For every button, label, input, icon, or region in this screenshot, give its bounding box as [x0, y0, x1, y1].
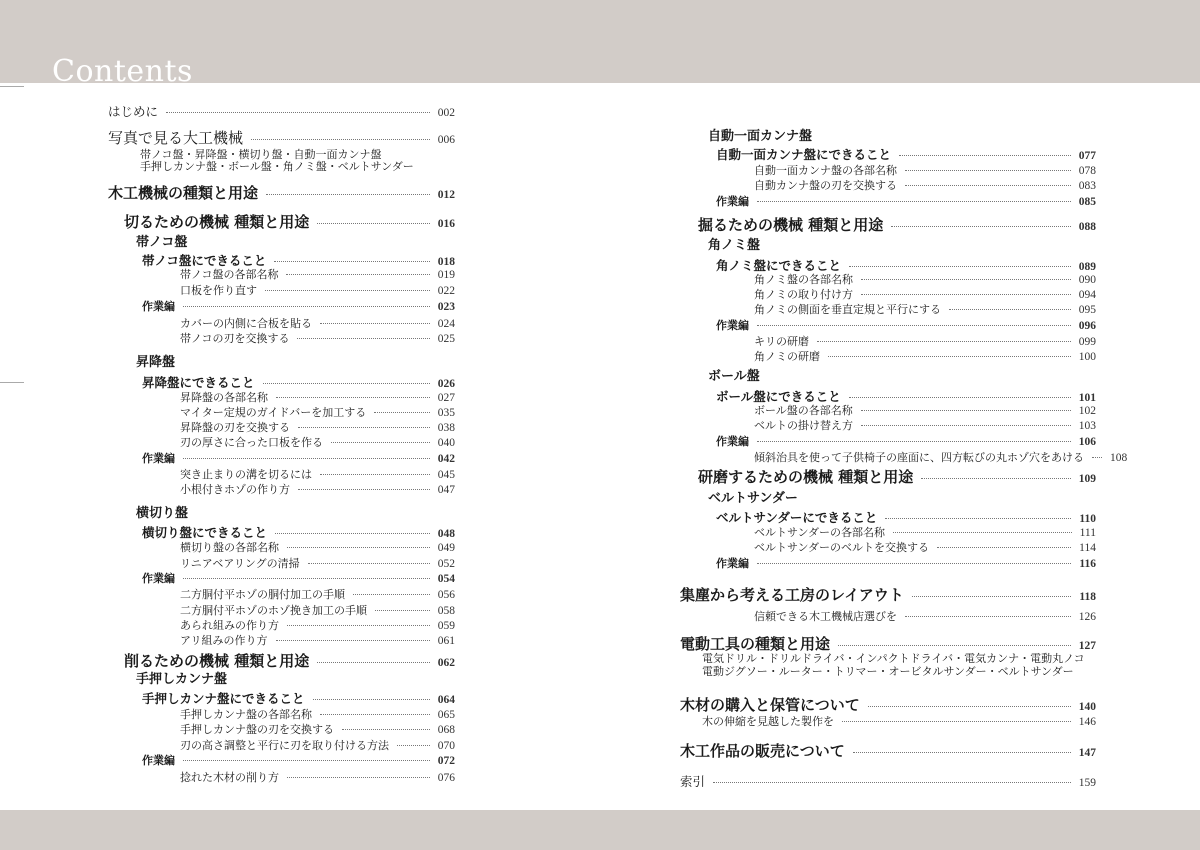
- toc-entry: [142, 752, 455, 768]
- toc-entry-label: リニアベアリングの清掃: [180, 557, 300, 570]
- toc-entry: [708, 365, 760, 384]
- toc-page-number: 064: [437, 694, 455, 706]
- toc-entry: [180, 282, 455, 298]
- toc-entry: [716, 433, 1096, 449]
- toc-page-number: 047: [437, 484, 455, 496]
- dot-leader: [861, 410, 1071, 411]
- toc-page-number: 108: [1110, 452, 1128, 464]
- dot-leader: [905, 616, 1071, 617]
- toc-entry-label: ベルトサンダーの各部名称: [754, 526, 886, 539]
- toc-entry: [108, 127, 455, 148]
- toc-entry: [180, 555, 455, 571]
- dot-leader: [885, 518, 1071, 519]
- toc-entry-label: 昇降盤の各部名称: [180, 391, 268, 404]
- dot-leader: [912, 596, 1072, 597]
- toc-entry: [180, 266, 455, 282]
- toc-entry: [124, 211, 455, 232]
- toc-entry: [716, 193, 1096, 209]
- toc-entry-label: 横切り盤にできること: [142, 525, 268, 540]
- dot-leader: [757, 325, 1071, 326]
- toc-entry-label: 帯ノコ盤: [136, 235, 188, 250]
- toc-entry-label: 手押しカンナ盤にできること: [142, 691, 305, 706]
- toc-page-number: 042: [437, 453, 455, 465]
- toc-page-number: 038: [437, 422, 455, 434]
- toc-page-number: 116: [1079, 558, 1096, 570]
- dot-leader: [251, 139, 430, 140]
- toc-entry-label: 写真で見る大工機械: [108, 129, 244, 147]
- toc-entry: [680, 772, 1096, 790]
- toc-entry-label: 電動工具の種類と用途: [680, 635, 831, 653]
- toc-entry: [142, 450, 455, 466]
- toc-entry-label: 横切り盤の各部名称: [180, 541, 279, 554]
- dot-leader: [317, 223, 430, 224]
- toc-entry-label: 帯ノコ盤・昇降盤・横切り盤・自動一面カンナ盤: [140, 148, 382, 161]
- toc-page-number: 058: [437, 605, 455, 617]
- toc-page-number: 072: [437, 755, 455, 767]
- dot-leader: [849, 397, 1071, 398]
- toc-page-number: 118: [1079, 591, 1096, 603]
- dot-leader: [308, 563, 430, 564]
- toc-entry-label: 傾斜治具を使って子供椅子の座面に、四方転びの丸ホゾ穴をあける: [754, 451, 1084, 464]
- toc-page-number: 024: [437, 318, 455, 330]
- toc-entry-label: 横切り盤: [136, 506, 189, 521]
- toc-entry: [754, 539, 1096, 555]
- toc-entry-label: 電動ジグソー・ルーター・トリマー・オービタルサンダー・ベルトサンダー: [702, 665, 1074, 678]
- toc-page-number: 045: [437, 469, 455, 481]
- toc-page-number: 146: [1078, 716, 1096, 728]
- toc-page-number: 095: [1078, 304, 1096, 316]
- dot-leader: [297, 338, 429, 339]
- toc-entry-label: ボール盤の各部名称: [754, 404, 853, 417]
- toc-entry-label: 切るための機械 種類と用途: [124, 213, 310, 231]
- toc-entry-label: あられ組みの作り方: [180, 619, 279, 632]
- toc-entry-label: 刃の厚さに合った口板を作る: [180, 436, 323, 449]
- toc-entry: [180, 539, 455, 555]
- dot-leader: [374, 412, 430, 413]
- toc-page-number: 012: [437, 189, 455, 201]
- dot-leader: [276, 397, 430, 398]
- toc-entry: [180, 632, 455, 648]
- toc-entry: [180, 721, 455, 737]
- toc-entry-label: 作業編: [142, 572, 175, 585]
- toc-page-number: 076: [437, 772, 455, 784]
- toc-entry-label: ベルトの掛け替え方: [754, 419, 853, 432]
- toc-entry-label: 作業編: [142, 300, 175, 313]
- toc-page-number: 088: [1078, 221, 1096, 233]
- toc-entry-label: 研磨するための機械 種類と用途: [698, 468, 914, 486]
- toc-entry-label: 手押しカンナ盤・ボール盤・角ノミ盤・ベルトサンダー: [140, 160, 414, 173]
- toc-entry: [754, 524, 1096, 540]
- toc-entry-label: 木工機械の種類と用途: [108, 184, 259, 202]
- dot-leader: [265, 290, 430, 291]
- dot-leader: [757, 201, 1071, 202]
- dot-leader: [853, 752, 1071, 753]
- toc-entry-label: 自動一面カンナ盤にできること: [716, 147, 892, 162]
- toc-entry: [180, 330, 455, 346]
- toc-entry-label: 作業編: [716, 195, 749, 208]
- toc-entry: [180, 586, 455, 602]
- toc-entry: [180, 315, 455, 331]
- dot-leader: [183, 458, 430, 459]
- dot-leader: [893, 532, 1072, 533]
- dot-leader: [1092, 457, 1102, 458]
- toc-entry-label: 角ノミの側面を垂直定規と平行にする: [754, 303, 941, 316]
- toc-entry: [136, 668, 227, 687]
- dot-leader: [183, 306, 430, 307]
- toc-entry: [180, 434, 455, 450]
- toc-entry: [716, 317, 1096, 333]
- dot-leader: [905, 185, 1071, 186]
- toc-entry: [754, 286, 1096, 302]
- toc-entry: [136, 351, 175, 370]
- toc-page-number: 126: [1078, 611, 1096, 623]
- toc-page-number: 103: [1078, 420, 1096, 432]
- toc-entry-label: 自動カンナ盤の刃を交換する: [754, 179, 897, 192]
- dot-leader: [828, 356, 1071, 357]
- dot-leader: [298, 489, 430, 490]
- dot-leader: [757, 441, 1071, 442]
- toc-entry-label: はじめに: [108, 104, 159, 119]
- toc-page-number: 035: [437, 407, 455, 419]
- dot-leader: [183, 578, 430, 579]
- toc-page-number: 114: [1079, 542, 1096, 554]
- toc-entry: [180, 466, 455, 482]
- toc-page-number: 062: [437, 657, 455, 669]
- toc-page-number: 025: [437, 333, 455, 345]
- toc-page-number: 089: [1078, 261, 1096, 273]
- toc-entry-label: 作業編: [716, 435, 749, 448]
- toc-entry: [702, 713, 1096, 729]
- toc-entry-label: 刃の高さ調整と平行に刃を取り付ける方法: [180, 739, 389, 752]
- toc-entry-label: 口板を作り直す: [180, 284, 257, 297]
- toc-entry: [108, 182, 455, 203]
- toc-page-number: 102: [1078, 405, 1096, 417]
- toc-page-number: 101: [1078, 392, 1096, 404]
- toc-page-number: 026: [437, 378, 455, 390]
- toc-entry-label: 突き止まりの溝を切るには: [180, 468, 312, 481]
- dot-leader: [937, 547, 1071, 548]
- toc-entry-label: ベルトサンダーのベルトを交換する: [754, 541, 930, 554]
- toc-entry-label: キリの研磨: [754, 335, 809, 348]
- toc-entry: [716, 145, 1096, 163]
- toc-page-number: 078: [1078, 165, 1096, 177]
- toc-entry-label: ベルトサンダーにできること: [716, 510, 878, 525]
- toc-page-number: 068: [437, 724, 455, 736]
- toc-entry-label: 木材の購入と保管について: [680, 696, 860, 714]
- toc-page-number: 094: [1078, 289, 1096, 301]
- toc-entry: [680, 694, 1096, 715]
- toc-entry-label: 昇降盤にできること: [142, 375, 255, 390]
- toc-entry: [716, 555, 1096, 571]
- toc-page-number: 077: [1078, 150, 1096, 162]
- toc-entry-label: 小根付きホゾの作り方: [180, 483, 290, 496]
- toc-entry: [180, 389, 455, 405]
- toc-page-number: 096: [1078, 320, 1096, 332]
- toc-page-number: 159: [1078, 777, 1096, 789]
- toc-entry: [754, 417, 1096, 433]
- toc-page-number: 016: [437, 218, 455, 230]
- toc-page-number: 110: [1079, 513, 1096, 525]
- toc-entry: [754, 348, 1096, 364]
- toc-page-number: 019: [437, 269, 455, 281]
- toc-entry: [680, 584, 1096, 605]
- dot-leader: [817, 341, 1071, 342]
- dot-leader: [287, 547, 430, 548]
- dot-leader: [921, 478, 1071, 479]
- toc-entry-label: 作業編: [142, 452, 175, 465]
- toc-page-number: 059: [437, 620, 455, 632]
- dot-leader: [949, 309, 1071, 310]
- toc-entry: [140, 158, 414, 174]
- toc-entry-label: 木工作品の販売について: [680, 742, 845, 760]
- dot-leader: [317, 662, 430, 663]
- dot-leader: [275, 533, 430, 534]
- footer-band: [0, 810, 1200, 850]
- dot-leader: [320, 323, 430, 324]
- dot-leader: [842, 721, 1071, 722]
- dot-leader: [861, 294, 1071, 295]
- toc-entry: [754, 177, 1096, 193]
- toc-entry: [180, 404, 455, 420]
- toc-entry: [180, 706, 455, 722]
- dot-leader: [849, 266, 1071, 267]
- toc-entry: [708, 487, 798, 506]
- toc-entry: [754, 608, 1096, 624]
- toc-entry-label: 自動一面カンナ盤: [708, 129, 813, 144]
- toc-entry: [754, 301, 1096, 317]
- toc-entry: [180, 602, 455, 618]
- toc-entry: [180, 481, 455, 497]
- dot-leader: [266, 194, 430, 195]
- toc-entry: [180, 617, 455, 633]
- toc-entry-label: 作業編: [142, 754, 175, 767]
- toc-entry-label: 昇降盤: [136, 355, 176, 370]
- toc-entry-label: ボール盤: [708, 369, 760, 384]
- dot-leader: [868, 706, 1071, 707]
- dot-leader: [320, 474, 430, 475]
- toc-entry-label: 捻れた木材の削り方: [180, 771, 279, 784]
- toc-page-number: 027: [437, 392, 455, 404]
- toc-entry: [754, 271, 1096, 287]
- toc-entry: [136, 502, 188, 521]
- toc-entry-label: マイター定規のガイドバーを加工する: [180, 406, 367, 419]
- toc-entry: [754, 449, 1128, 465]
- toc-page-number: 052: [437, 558, 455, 570]
- dot-leader: [276, 640, 430, 641]
- toc-entry: [708, 234, 760, 253]
- toc-entry: [142, 298, 455, 314]
- toc-page-number: 070: [437, 740, 455, 752]
- dot-leader: [320, 714, 430, 715]
- toc-entry: [708, 125, 812, 144]
- dot-leader: [838, 645, 1071, 646]
- dot-leader: [263, 383, 430, 384]
- toc-entry: [754, 162, 1096, 178]
- dot-leader: [183, 760, 430, 761]
- dot-leader: [375, 610, 430, 611]
- toc-entry-label: ベルトサンダー: [708, 491, 798, 506]
- toc-entry: [754, 402, 1096, 418]
- toc-page-number: 090: [1078, 274, 1096, 286]
- dot-leader: [287, 625, 430, 626]
- toc-entry-label: 木の伸縮を見越した製作を: [702, 715, 834, 728]
- toc-entry-label: 自動一面カンナ盤の各部名称: [754, 164, 897, 177]
- dot-leader: [286, 274, 429, 275]
- toc-entry: [142, 689, 455, 707]
- toc-entry-label: 二方胴付平ホゾのホゾ挽き加工の手順: [180, 604, 367, 617]
- dot-leader: [274, 261, 429, 262]
- toc-entry: [698, 214, 1096, 235]
- toc-entry-label: 手押しカンナ盤の各部名称: [180, 708, 312, 721]
- toc-page-number: 049: [437, 542, 455, 554]
- toc-entry-label: 削るための機械 種類と用途: [124, 652, 310, 670]
- toc-page-number: 085: [1078, 196, 1096, 208]
- toc-entry-label: 手押しカンナ盤の刃を交換する: [180, 723, 334, 736]
- dot-leader: [891, 226, 1071, 227]
- dot-leader: [757, 563, 1071, 564]
- toc-entry-label: 帯ノコ盤にできること: [142, 253, 267, 268]
- toc-entry-label: 索引: [680, 774, 706, 789]
- toc-page-number: 109: [1078, 473, 1096, 485]
- dot-leader: [331, 442, 430, 443]
- toc-page-number: 147: [1078, 747, 1096, 759]
- dot-leader: [397, 745, 430, 746]
- toc-entry: [702, 663, 1074, 679]
- toc-entry-label: アリ組みの作り方: [180, 634, 268, 647]
- toc-entry-label: 帯ノコ盤の各部名称: [180, 268, 279, 281]
- toc-page-number: 100: [1078, 351, 1096, 363]
- toc-entry-label: 電気ドリル・ドリルドライバ・インパクトドライバ・電気カンナ・電動丸ノコ: [702, 652, 1085, 665]
- toc-page-number: 061: [437, 635, 455, 647]
- toc-page-number: 106: [1078, 436, 1096, 448]
- toc-entry: [680, 740, 1096, 761]
- toc-entry-label: 角ノミ盤にできること: [716, 258, 842, 273]
- toc-page-number: 140: [1078, 701, 1096, 713]
- toc-entry: [180, 419, 455, 435]
- edge-mark: [0, 382, 24, 383]
- toc-entry-label: 作業編: [716, 557, 749, 570]
- toc-page-number: 023: [437, 301, 455, 313]
- dot-leader: [353, 594, 430, 595]
- toc-entry: [698, 466, 1096, 487]
- toc-entry: [108, 102, 455, 120]
- toc-entry-label: 作業編: [716, 319, 749, 332]
- toc-page-number: 048: [437, 528, 455, 540]
- toc-entry-label: 角ノミの研磨: [754, 350, 820, 363]
- dot-leader: [861, 425, 1071, 426]
- toc-entry-label: 集塵から考える工房のレイアウト: [680, 586, 904, 604]
- toc-page-number: 083: [1078, 180, 1096, 192]
- toc-page-number: 006: [437, 134, 455, 146]
- toc-entry-label: 二方胴付平ホゾの胴付加工の手順: [180, 588, 345, 601]
- toc-page-number: 040: [437, 437, 455, 449]
- toc-page-number: 056: [437, 589, 455, 601]
- toc-entry-label: 昇降盤の刃を交換する: [180, 421, 290, 434]
- dot-leader: [313, 699, 430, 700]
- toc-page-number: 002: [437, 107, 455, 119]
- toc-entry: [136, 231, 187, 250]
- toc-page-number: 099: [1078, 336, 1096, 348]
- toc-page-number: 111: [1079, 527, 1096, 539]
- toc-entry-label: 信頼できる木工機械店選びを: [754, 610, 897, 623]
- toc-entry: [180, 737, 455, 753]
- toc-page-number: 022: [437, 285, 455, 297]
- toc-page-number: 054: [437, 573, 455, 585]
- toc-page-number: 127: [1078, 640, 1096, 652]
- toc-entry: [142, 570, 455, 586]
- toc-entry-label: ボール盤にできること: [716, 389, 841, 404]
- dot-leader: [861, 279, 1071, 280]
- contents-title: Contents: [52, 54, 193, 89]
- toc-page-number: 065: [437, 709, 455, 721]
- toc-page-number: 018: [437, 256, 455, 268]
- dot-leader: [166, 112, 430, 113]
- toc-entry-label: 角ノミの取り付け方: [754, 288, 853, 301]
- toc-entry-label: 手押しカンナ盤: [136, 672, 228, 687]
- dot-leader: [899, 155, 1071, 156]
- toc-entry: [754, 333, 1096, 349]
- toc-entry: [180, 769, 455, 785]
- dot-leader: [713, 782, 1071, 783]
- toc-entry-label: 掘るための機械 種類と用途: [698, 216, 884, 234]
- toc-entry-label: カバーの内側に合板を貼る: [180, 317, 312, 330]
- toc-entry-label: 角ノミ盤の各部名称: [754, 273, 853, 286]
- edge-mark: [0, 86, 24, 87]
- dot-leader: [342, 729, 430, 730]
- dot-leader: [298, 427, 430, 428]
- dot-leader: [287, 777, 430, 778]
- toc-entry-label: 帯ノコの刃を交換する: [180, 332, 290, 345]
- toc-entry-label: 角ノミ盤: [708, 238, 761, 253]
- dot-leader: [905, 170, 1071, 171]
